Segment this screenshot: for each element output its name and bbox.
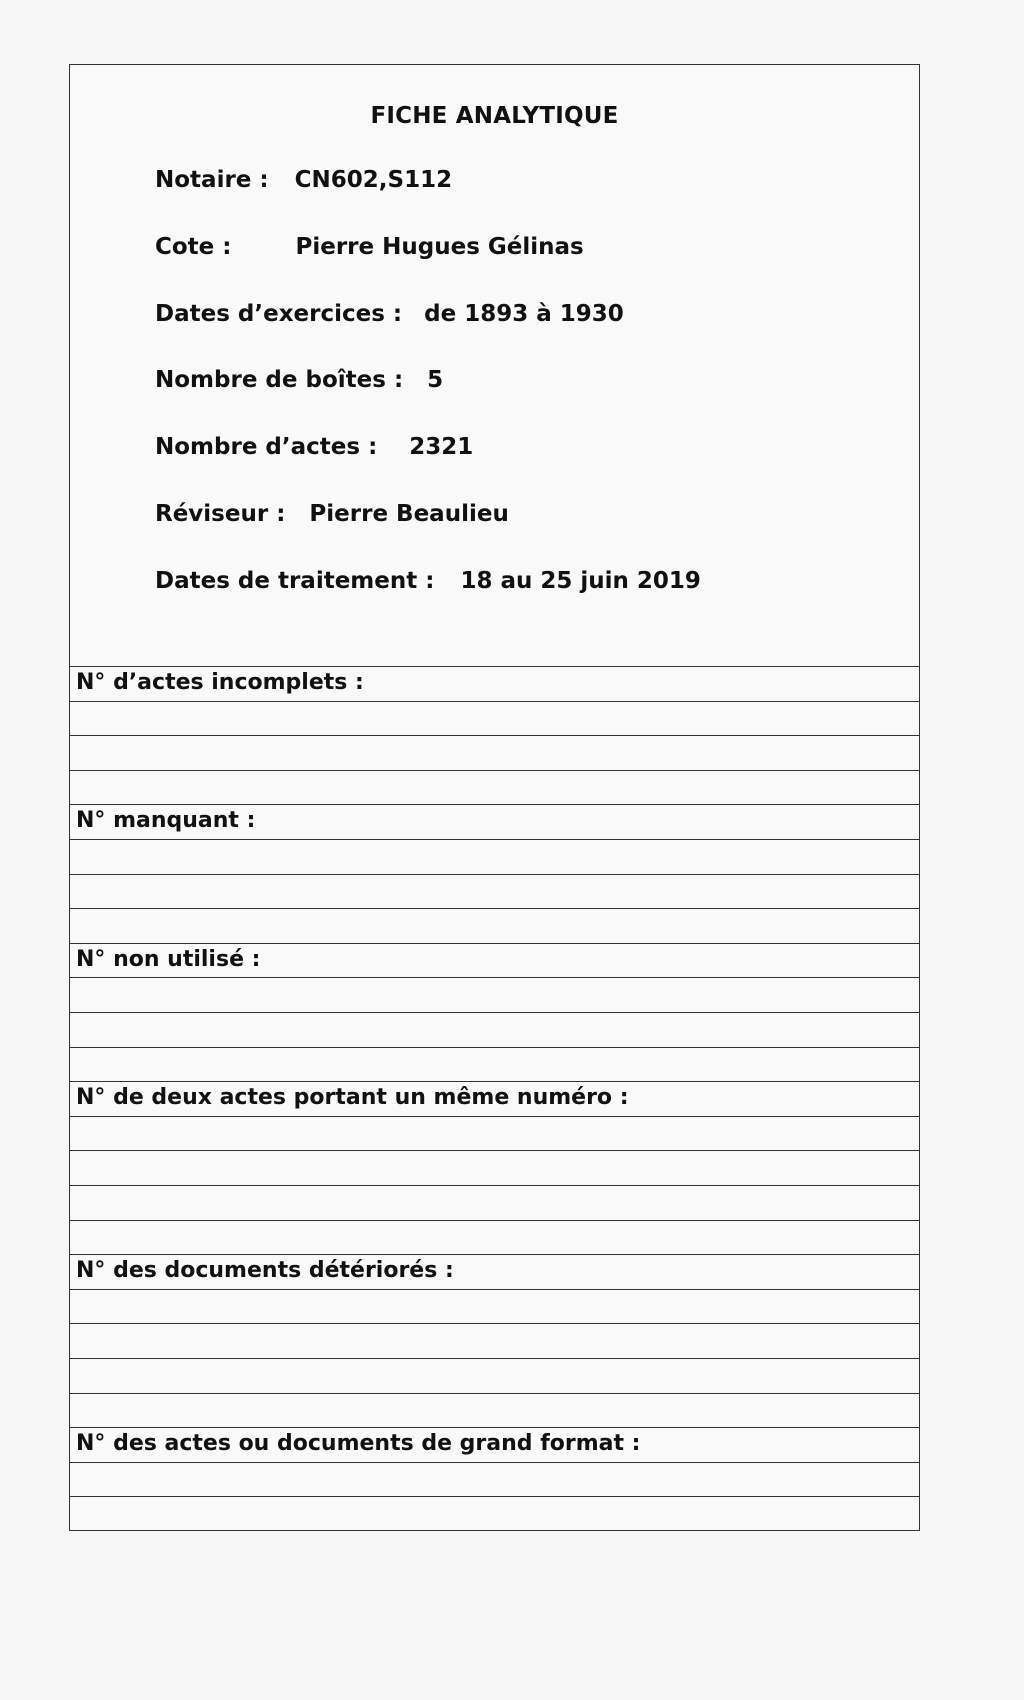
analytic-form-sheet bbox=[69, 64, 920, 1531]
section-manquant-label: N° manquant : bbox=[76, 808, 256, 834]
blank-line bbox=[70, 1116, 919, 1151]
blank-line bbox=[70, 1150, 919, 1185]
blank-line bbox=[70, 1358, 919, 1393]
field-reviseur-value: Pierre Beaulieu bbox=[309, 501, 509, 527]
blank-line bbox=[70, 1220, 919, 1255]
section-actes-incomplets bbox=[70, 666, 919, 701]
section-non-utilise bbox=[70, 943, 919, 978]
blank-line bbox=[70, 1289, 919, 1324]
field-dates-traitement-label: Dates de traitement : bbox=[155, 568, 435, 594]
field-nombre-actes-value: 2321 bbox=[409, 434, 474, 460]
field-notaire bbox=[155, 167, 452, 193]
field-cote-value: Pierre Hugues Gélinas bbox=[295, 234, 584, 260]
section-manquant bbox=[70, 804, 919, 839]
field-nombre-boites-label: Nombre de boîtes : bbox=[155, 367, 404, 393]
field-dates-traitement-value: 18 au 25 juin 2019 bbox=[460, 568, 701, 594]
blank-line bbox=[70, 1185, 919, 1220]
field-dates-exercices-label: Dates d’exercices : bbox=[155, 301, 403, 327]
blank-line bbox=[70, 908, 919, 943]
form-title: FICHE ANALYTIQUE bbox=[370, 103, 619, 129]
blank-line bbox=[70, 701, 919, 736]
section-grand-format-label: N° des actes ou documents de grand format : bbox=[76, 1431, 641, 1457]
field-nombre-boites bbox=[155, 367, 443, 393]
section-grand-format bbox=[70, 1427, 919, 1462]
field-notaire-value: CN602,S112 bbox=[294, 167, 453, 193]
field-cote-label: Cote : bbox=[155, 234, 232, 260]
blank-line bbox=[70, 1323, 919, 1358]
blank-line bbox=[70, 1047, 919, 1082]
blank-line bbox=[70, 735, 919, 770]
field-dates-traitement bbox=[155, 568, 701, 594]
blank-line bbox=[70, 1496, 919, 1531]
section-deux-actes-meme-numero bbox=[70, 1081, 919, 1116]
blank-line bbox=[70, 839, 919, 874]
blank-line bbox=[70, 977, 919, 1012]
field-dates-exercices-value: de 1893 à 1930 bbox=[424, 301, 624, 327]
section-documents-deteriores-label: N° des documents détériorés : bbox=[76, 1258, 454, 1284]
blank-line bbox=[70, 874, 919, 909]
section-non-utilise-label: N° non utilisé : bbox=[76, 946, 261, 972]
field-nombre-boites-value: 5 bbox=[427, 367, 444, 393]
field-dates-exercices bbox=[155, 301, 624, 327]
section-deux-actes-meme-numero-label: N° de deux actes portant un même numéro : bbox=[76, 1085, 629, 1111]
field-reviseur-label: Réviseur : bbox=[155, 501, 286, 527]
field-reviseur bbox=[155, 501, 509, 527]
field-cote bbox=[155, 234, 584, 260]
blank-line bbox=[70, 770, 919, 805]
field-nombre-actes-label: Nombre d’actes : bbox=[155, 434, 378, 460]
blank-line bbox=[70, 1012, 919, 1047]
blank-line bbox=[70, 1462, 919, 1497]
field-notaire-label: Notaire : bbox=[155, 167, 269, 193]
section-documents-deteriores bbox=[70, 1254, 919, 1289]
field-nombre-actes bbox=[155, 434, 473, 460]
blank-line bbox=[70, 1393, 919, 1428]
section-actes-incomplets-label: N° d’actes incomplets : bbox=[76, 670, 364, 695]
